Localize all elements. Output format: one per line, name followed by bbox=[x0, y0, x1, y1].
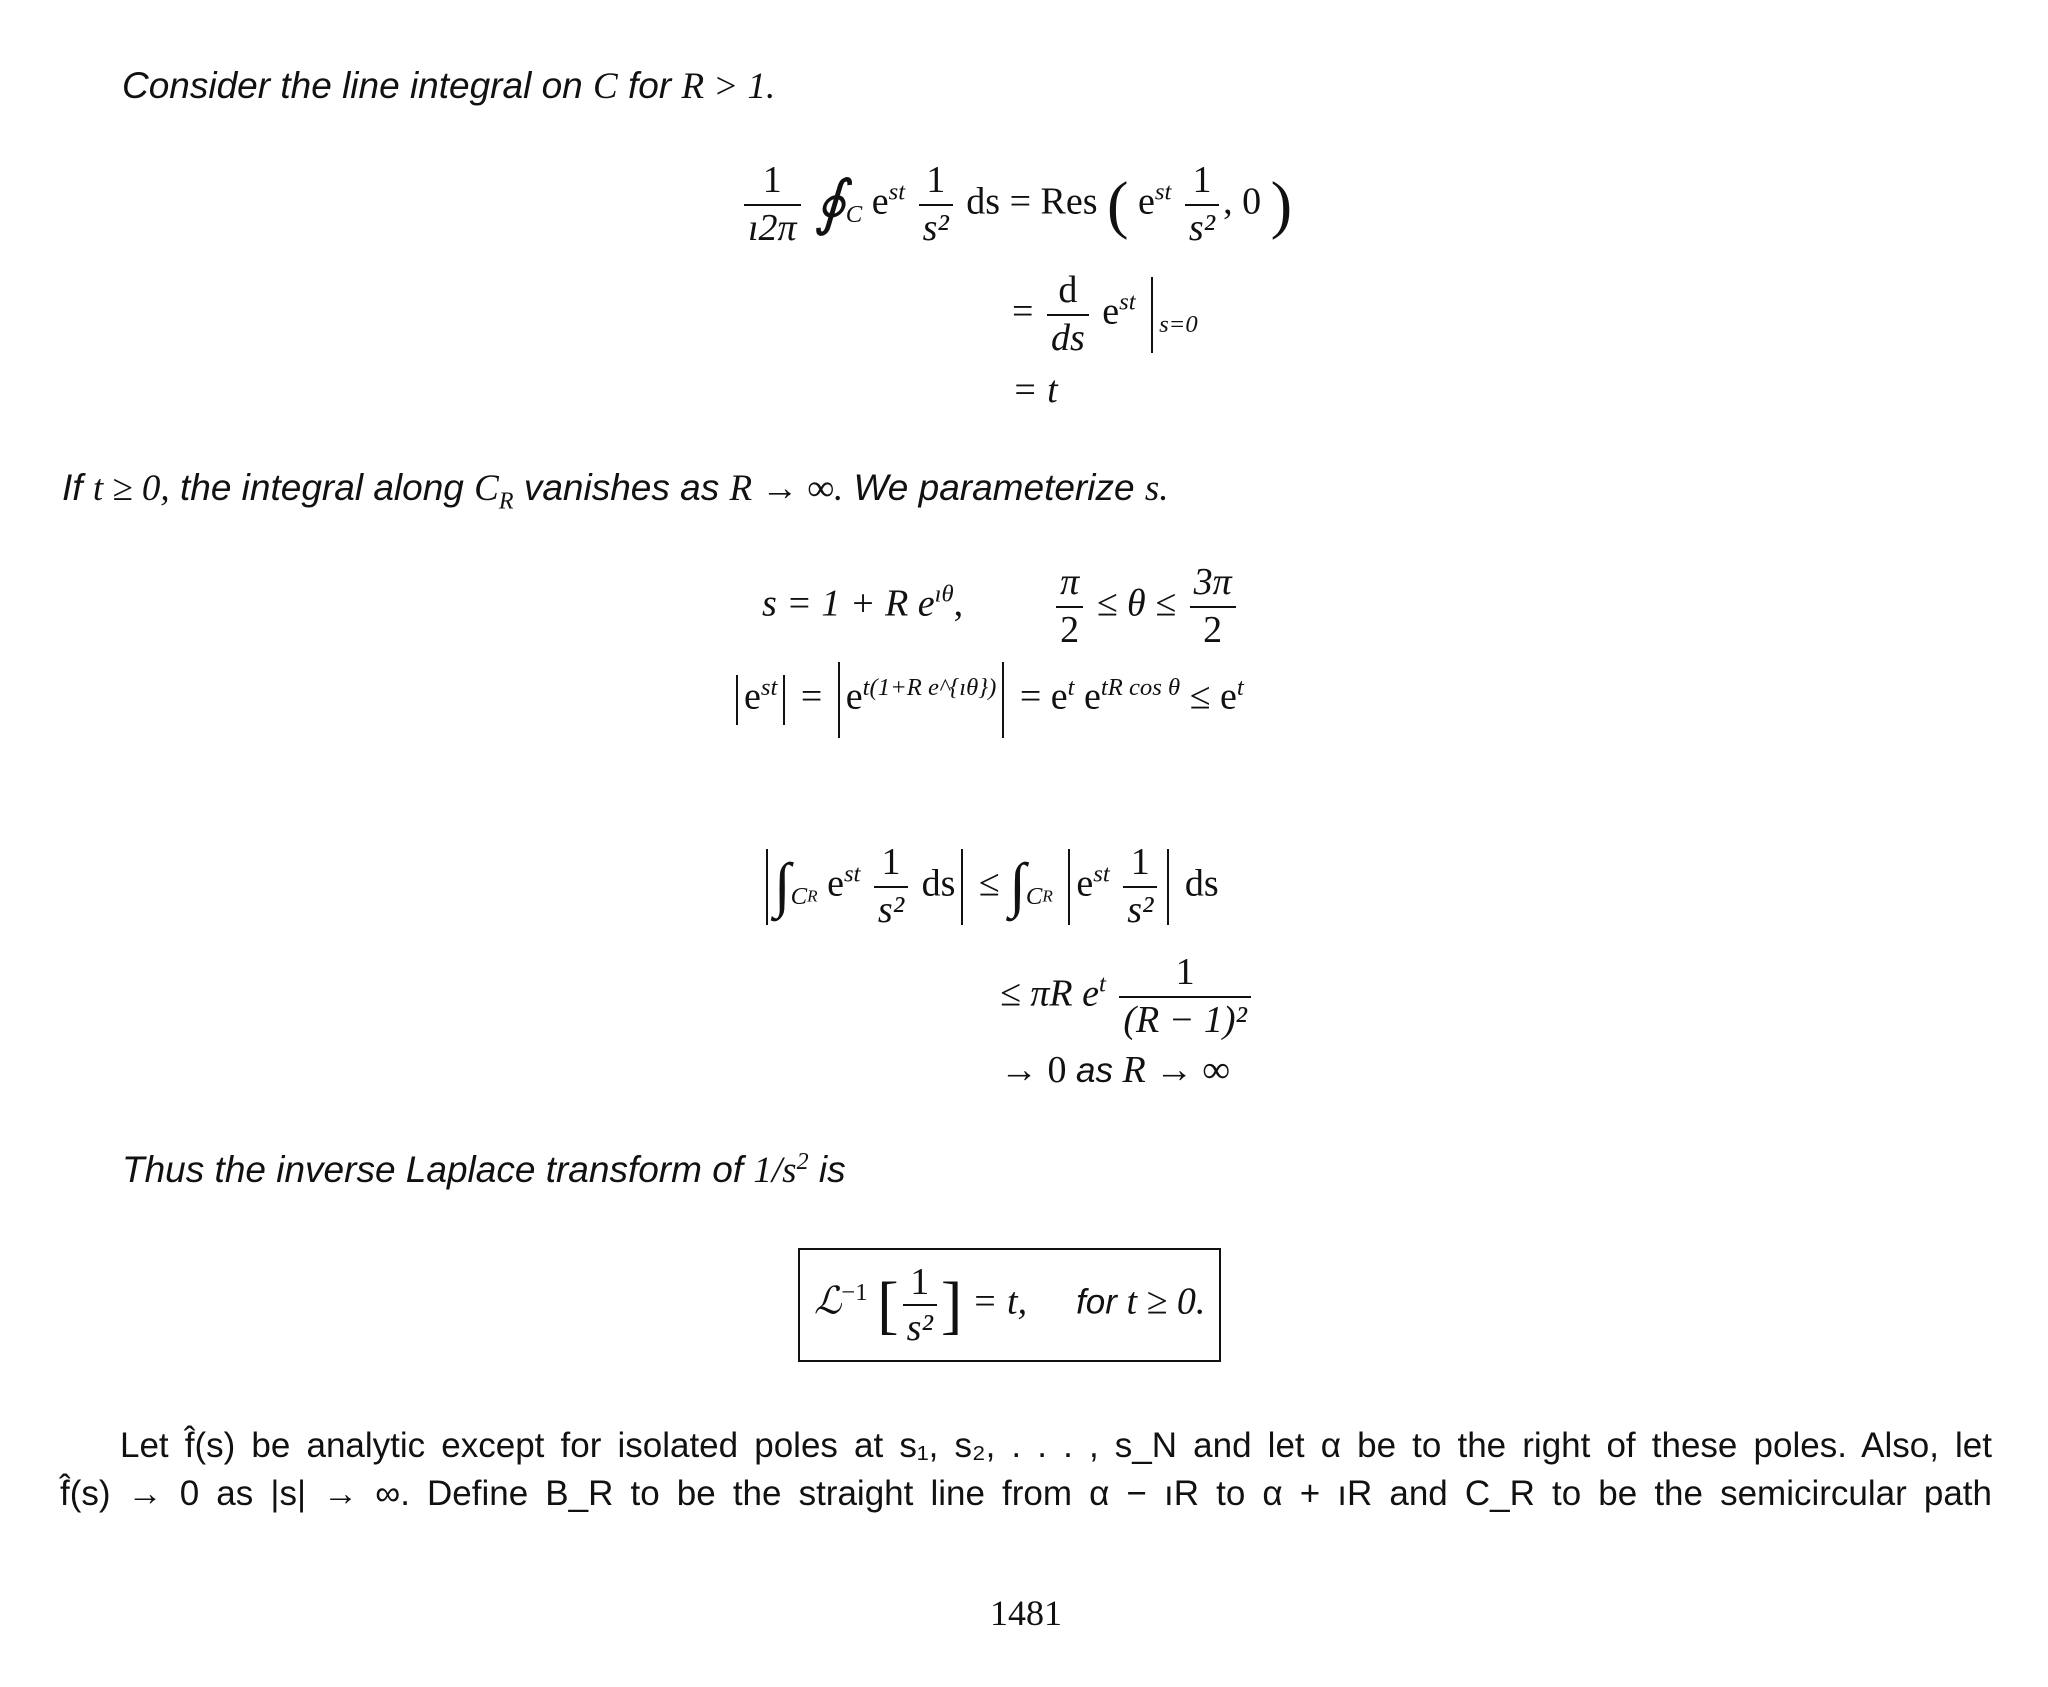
frac-num: π bbox=[1056, 560, 1083, 608]
frac-den: s² bbox=[1188, 206, 1216, 249]
abs-bar bbox=[1068, 849, 1070, 925]
ds: ds bbox=[921, 862, 956, 905]
contour-symbol: C bbox=[593, 66, 618, 107]
abs-bar bbox=[961, 849, 963, 925]
fraction-1-over-s2 bbox=[1123, 840, 1157, 933]
var-s: s. bbox=[1144, 468, 1169, 509]
expr-1-over-s: 1/s bbox=[753, 1150, 797, 1192]
param-line2 bbox=[730, 662, 1244, 738]
int-sub: C bbox=[790, 882, 808, 910]
theta-range: ≤ θ ≤ bbox=[1096, 582, 1177, 625]
frac-den: 2 bbox=[1203, 608, 1223, 651]
residue-equation-line1 bbox=[740, 158, 1292, 251]
three-pi-over-2 bbox=[1190, 560, 1236, 653]
frac-num: d bbox=[1047, 268, 1089, 316]
frac-den: s² bbox=[877, 888, 905, 931]
int-sub: C bbox=[1025, 882, 1043, 910]
frac-num: 3π bbox=[1190, 560, 1236, 608]
frac-num: 1 bbox=[1185, 158, 1219, 206]
text-integral-along: the integral along bbox=[179, 467, 464, 508]
text-parameterize: We parameterize bbox=[853, 467, 1135, 508]
intro-condition: R > 1. bbox=[681, 66, 776, 107]
exp-e: e bbox=[744, 675, 761, 718]
equals: = bbox=[800, 675, 823, 718]
condition-sentence bbox=[62, 466, 1168, 516]
cr-symbol: C bbox=[474, 468, 499, 509]
exp-sup: st bbox=[888, 178, 906, 206]
exp-e: e bbox=[871, 180, 889, 223]
fraction-1-over-s2 bbox=[919, 158, 953, 251]
frac-den: s² bbox=[1127, 888, 1154, 931]
abs-bar bbox=[838, 662, 840, 738]
conclusion-sentence bbox=[122, 1148, 846, 1194]
paragraph-line-1: Let f̂(s) be analytic except for isolated poles at s₁, s₂, . . . , s_N and let α be to the right of these poles. Also, let bbox=[120, 1426, 1992, 1465]
le-et: ≤ e bbox=[1189, 675, 1237, 718]
frac-num: 1 bbox=[1123, 840, 1157, 888]
close-paren: ) bbox=[1270, 167, 1293, 240]
res-exp-e: e bbox=[1138, 180, 1155, 223]
exp-sup: tR cos θ bbox=[1100, 674, 1181, 702]
frac-den: s² bbox=[906, 1307, 933, 1349]
to-zero: → 0 bbox=[1000, 1049, 1067, 1091]
exp-e: e bbox=[827, 862, 844, 905]
text-is: is bbox=[818, 1149, 846, 1191]
frac-den: ds bbox=[1050, 316, 1085, 359]
abs-bar bbox=[766, 849, 768, 925]
residue-equation-line2 bbox=[1012, 268, 1198, 361]
bound-line3 bbox=[1000, 1048, 1230, 1094]
closing-paragraph bbox=[60, 1422, 1992, 1518]
abs-bar bbox=[1167, 849, 1169, 925]
evaluation-point: s=0 bbox=[1159, 310, 1198, 338]
s-definition: s = 1 + R e bbox=[762, 582, 935, 625]
frac-num: 1 bbox=[919, 158, 953, 206]
intro-text: Consider the line integral on bbox=[122, 65, 583, 106]
open-bracket: [ bbox=[877, 1268, 899, 1341]
exp-e: e bbox=[1083, 675, 1101, 718]
exp-sup: st bbox=[1093, 860, 1110, 888]
cond-t: t ≥ 0. bbox=[1126, 1280, 1206, 1323]
cr-sub: R bbox=[498, 488, 514, 515]
boxed-result bbox=[798, 1248, 1221, 1362]
abs-bar bbox=[736, 675, 738, 724]
intro-text-for: for bbox=[627, 65, 672, 106]
evaluation-bar bbox=[1151, 277, 1153, 353]
page-number: 1481 bbox=[990, 1593, 1062, 1633]
exp-e: e bbox=[1076, 862, 1094, 905]
res-tail: , 0 bbox=[1223, 180, 1262, 223]
integral-sign: ∫ bbox=[774, 852, 791, 920]
int-subsub: R bbox=[1042, 886, 1053, 906]
limit-expr: R → ∞. bbox=[729, 468, 844, 509]
frac-den: s² bbox=[922, 206, 949, 249]
frac-den: ı2π bbox=[748, 206, 797, 249]
frac-num: 1 bbox=[744, 158, 801, 206]
fraction-1-over-i2pi bbox=[744, 158, 801, 251]
param-line1 bbox=[762, 560, 1240, 653]
abs-bar bbox=[1002, 662, 1004, 738]
text-vanishes: vanishes as bbox=[523, 467, 720, 508]
frac-den: (R − 1)² bbox=[1123, 998, 1247, 1041]
result-t: = t bbox=[1012, 369, 1058, 411]
laplace-operator: ℒ bbox=[814, 1280, 842, 1323]
equals: = bbox=[1012, 290, 1034, 333]
s-def-sup: ıθ bbox=[934, 580, 954, 608]
cond-t: t ≥ 0, bbox=[92, 468, 170, 509]
res-exp-sup: st bbox=[1154, 178, 1172, 206]
exp-e: e bbox=[1102, 290, 1120, 333]
paragraph-line-2: f̂(s) → 0 as |s| → ∞. Define B_R to be the straight line from α − ıR to α + ıR and C_R to be the semicircular path bbox=[60, 1474, 1992, 1513]
intro-sentence bbox=[122, 64, 775, 109]
ds-equals-res: ds = Res bbox=[966, 180, 1098, 223]
fraction-1-over-s2 bbox=[874, 840, 908, 933]
fraction-1-over-s2 bbox=[903, 1260, 937, 1350]
bound-line1 bbox=[760, 840, 1219, 933]
fraction-1-over-r-minus-1-sq bbox=[1119, 950, 1251, 1043]
exp-sup: t bbox=[1098, 970, 1106, 998]
frac-num: 1 bbox=[903, 1260, 937, 1306]
bound-line2 bbox=[1000, 950, 1255, 1043]
exp-sup: st bbox=[843, 860, 861, 888]
ds: ds bbox=[1184, 862, 1219, 905]
close-bracket: ] bbox=[940, 1268, 963, 1341]
frac-num: 1 bbox=[1119, 950, 1251, 998]
derivative-operator bbox=[1047, 268, 1089, 361]
residue-equation-line3 bbox=[1012, 368, 1058, 414]
integral-contour: C bbox=[845, 200, 863, 228]
equals-t: = t, bbox=[971, 1280, 1028, 1323]
exp-sup: st bbox=[760, 674, 778, 702]
pi-r-e: ≤ πR e bbox=[1000, 972, 1099, 1015]
r-to-infinity: R → ∞ bbox=[1122, 1049, 1230, 1091]
op-sup: −1 bbox=[841, 1279, 868, 1307]
text-for: for bbox=[1076, 1282, 1117, 1322]
int-subsub: R bbox=[807, 886, 818, 906]
integral-sign: ∫ bbox=[1009, 852, 1026, 920]
equals-et: = e bbox=[1019, 675, 1068, 718]
exp-sup: t bbox=[1067, 674, 1075, 702]
exp-e: e bbox=[845, 675, 863, 718]
conclusion-text: Thus the inverse Laplace transform of bbox=[122, 1149, 744, 1191]
res-fraction bbox=[1185, 158, 1219, 251]
contour-integral-sign: ∮ bbox=[814, 170, 846, 238]
abs-bar bbox=[783, 675, 785, 724]
le: ≤ bbox=[978, 862, 1000, 905]
expr-sup: 2 bbox=[796, 1149, 809, 1175]
exp-sup: st bbox=[1119, 288, 1136, 316]
frac-num: 1 bbox=[874, 840, 908, 888]
text-if: If bbox=[62, 467, 83, 508]
open-paren: ( bbox=[1107, 167, 1129, 240]
text-as: as bbox=[1076, 1051, 1113, 1090]
exp-sup: t bbox=[1236, 674, 1244, 702]
comma: , bbox=[953, 582, 964, 625]
frac-den: 2 bbox=[1060, 608, 1080, 651]
pi-over-2 bbox=[1056, 560, 1083, 653]
exp-sup: t(1+R e^{ıθ}) bbox=[862, 674, 997, 702]
